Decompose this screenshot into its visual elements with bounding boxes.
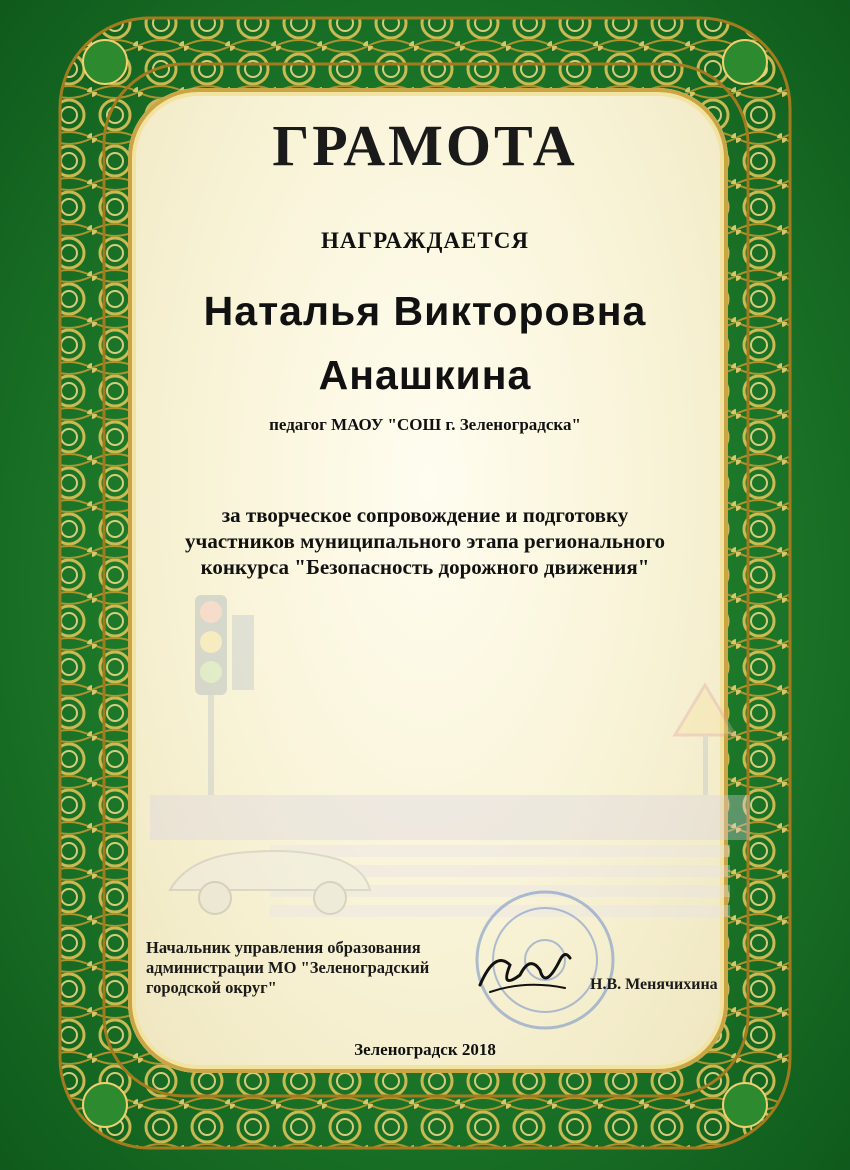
traffic-scene-illustration (150, 590, 750, 935)
recipient-name-line2: Анашкина (318, 352, 532, 398)
signatory-title-line: городской округ" (146, 978, 277, 997)
signatory-name: Н.В. Менячихина (590, 976, 718, 993)
signatory-title-line: администрации МО "Зеленоградский (146, 958, 430, 977)
city-and-year: Зеленоградск 2018 (354, 1040, 496, 1059)
recipient-position: педагог МАОУ "СОШ г. Зеленоградска" (269, 415, 581, 434)
signatory-title-line: Начальник управления образования (146, 938, 421, 957)
award-reason-line: конкурса "Безопасность дорожного движения" (200, 555, 650, 579)
award-reason-line: за творческое сопровождение и подготовку (221, 503, 629, 527)
handwritten-signature-icon (470, 930, 580, 1010)
award-reason (0, 502, 850, 580)
recipient-name-line1: Наталья Викторовна (203, 288, 647, 334)
award-reason-line: участников муниципального этапа регионального (185, 529, 665, 553)
certificate-title: ГРАМОТА (272, 113, 578, 178)
signatory-title (146, 938, 429, 998)
awarded-label: НАГРАЖДАЕТСЯ (321, 228, 529, 253)
